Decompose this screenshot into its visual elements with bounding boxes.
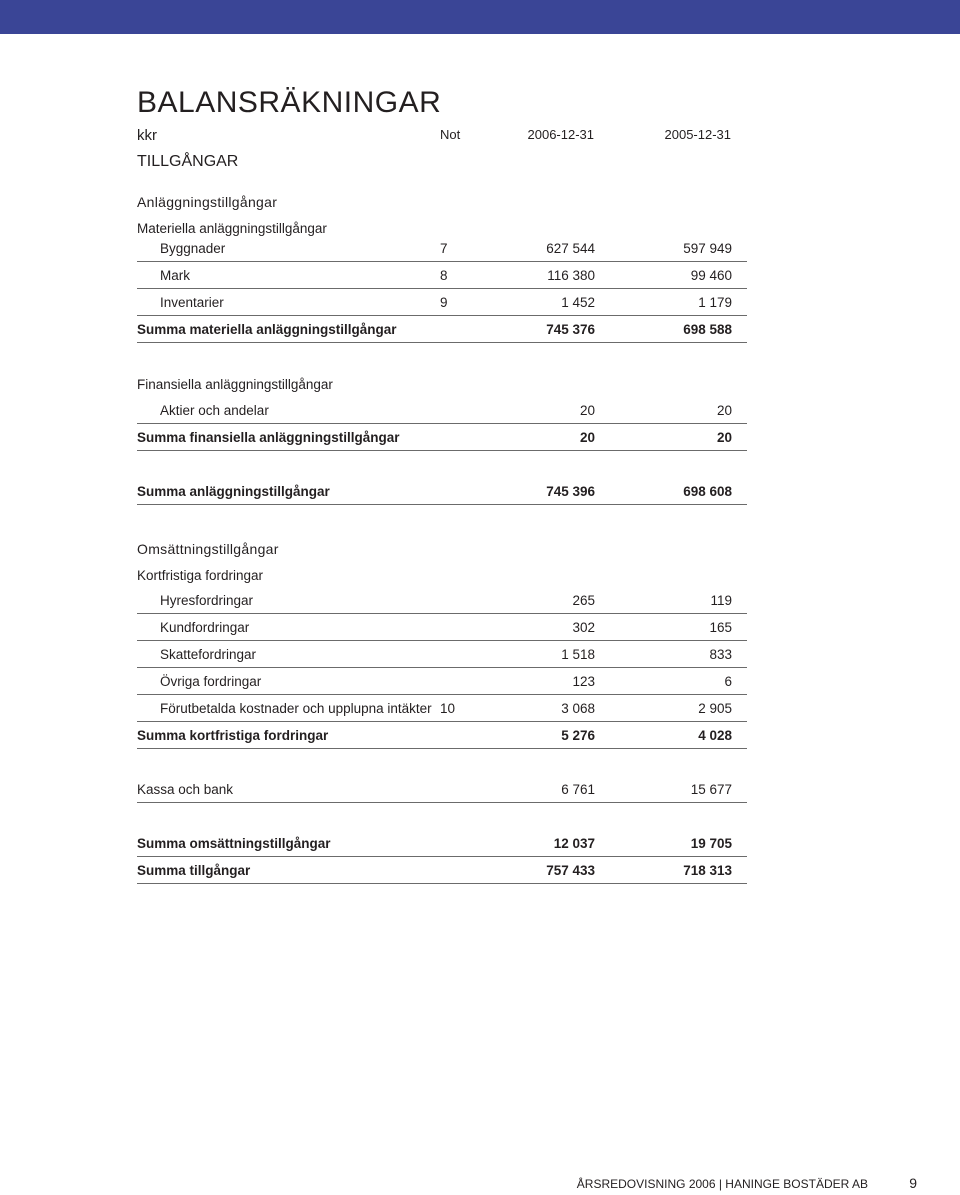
row-label: Summa omsättningstillgångar <box>137 836 331 851</box>
row-value-2006: 627 544 <box>546 241 595 256</box>
column-header-2006: 2006-12-31 <box>527 127 594 142</box>
row-value-2005: 833 <box>709 647 732 662</box>
page-title: BALANSRÄKNINGAR <box>137 86 442 119</box>
table-row <box>137 640 747 668</box>
group-heading-anlaggning: Anläggningstillgångar <box>137 194 278 210</box>
row-value-2005: 1 179 <box>698 295 732 310</box>
row-label: Förutbetalda kostnader och upplupna intäkter <box>160 701 432 716</box>
row-value-2006: 116 380 <box>547 268 595 283</box>
row-label: Kassa och bank <box>137 782 234 797</box>
row-value-2005: 6 <box>724 674 732 689</box>
row-value-2006: 302 <box>572 620 595 635</box>
row-value-2006: 745 396 <box>546 484 595 499</box>
table-row <box>137 234 747 262</box>
group-heading-omsattning: Omsättningstillgångar <box>137 541 279 557</box>
row-value-2005: 165 <box>709 620 732 635</box>
subgroup-heading-materiella: Materiella anläggningstillgångar <box>137 221 327 236</box>
sum-row <box>137 829 747 857</box>
note-column-header: Not <box>440 127 461 142</box>
row-value-2005: 99 460 <box>690 268 732 283</box>
sum-row <box>137 423 747 451</box>
row-value-2006: 12 037 <box>553 836 595 851</box>
row-value-2005: 19 705 <box>690 836 732 851</box>
row-value-2005: 698 608 <box>683 484 732 499</box>
row-value-2005: 20 <box>716 430 732 445</box>
section-title: TILLGÅNGAR <box>137 153 239 170</box>
row-label: Övriga fordringar <box>160 674 262 689</box>
row-value-2006: 3 068 <box>561 701 595 716</box>
table-row <box>137 261 747 289</box>
table-row <box>137 694 747 722</box>
row-label: Kundfordringar <box>160 620 250 635</box>
row-label: Aktier och andelar <box>160 403 269 418</box>
row-label: Summa finansiella anläggningstillgångar <box>137 430 400 445</box>
row-note: 8 <box>440 268 448 283</box>
row-value-2005: 698 588 <box>683 322 732 337</box>
row-label: Mark <box>160 268 190 283</box>
row-label: Summa materiella anläggningstillgångar <box>137 322 397 337</box>
row-value-2005: 15 677 <box>690 782 732 797</box>
table-row <box>137 586 747 614</box>
row-label: Summa tillgångar <box>137 863 251 878</box>
row-value-2005: 119 <box>710 593 732 608</box>
row-value-2006: 1 452 <box>561 295 595 310</box>
row-label: Summa kortfristiga fordringar <box>137 728 329 743</box>
unit-label: kkr <box>137 127 157 144</box>
row-value-2005: 4 028 <box>698 728 732 743</box>
sum-row <box>137 315 747 343</box>
row-value-2006: 20 <box>579 430 595 445</box>
row-value-2006: 20 <box>579 403 595 418</box>
page-number: 9 <box>909 1175 917 1191</box>
row-value-2006: 265 <box>572 593 595 608</box>
row-value-2005: 597 949 <box>683 241 732 256</box>
subgroup-heading-kortfristiga: Kortfristiga fordringar <box>137 568 264 583</box>
row-value-2005: 2 905 <box>698 701 732 716</box>
row-value-2006: 6 761 <box>561 782 595 797</box>
row-note: 10 <box>440 701 456 716</box>
row-label: Skattefordringar <box>160 647 257 662</box>
table-row <box>137 667 747 695</box>
table-row <box>137 775 747 803</box>
row-label: Summa anläggningstillgångar <box>137 484 330 499</box>
sum-row <box>137 477 747 505</box>
table-row <box>137 396 747 424</box>
top-color-band <box>0 0 960 34</box>
row-value-2006: 745 376 <box>546 322 595 337</box>
column-header-2005: 2005-12-31 <box>664 127 731 142</box>
row-label: Hyresfordringar <box>160 593 254 608</box>
row-value-2006: 757 433 <box>546 863 595 878</box>
row-value-2005: 718 313 <box>683 863 732 878</box>
row-note: 9 <box>440 295 448 310</box>
row-value-2006: 5 276 <box>561 728 595 743</box>
row-value-2005: 20 <box>716 403 732 418</box>
row-value-2006: 1 518 <box>561 647 595 662</box>
table-row <box>137 613 747 641</box>
row-note: 7 <box>440 241 448 256</box>
footer-text: ÅRSREDOVISNING 2006 | HANINGE BOSTÄDER AB <box>576 1177 868 1191</box>
table-row <box>137 288 747 316</box>
row-label: Byggnader <box>160 241 226 256</box>
sum-row <box>137 856 747 884</box>
sum-row <box>137 721 747 749</box>
row-label: Inventarier <box>160 295 224 310</box>
subgroup-heading-finansiella: Finansiella anläggningstillgångar <box>137 377 333 392</box>
row-value-2006: 123 <box>572 674 595 689</box>
